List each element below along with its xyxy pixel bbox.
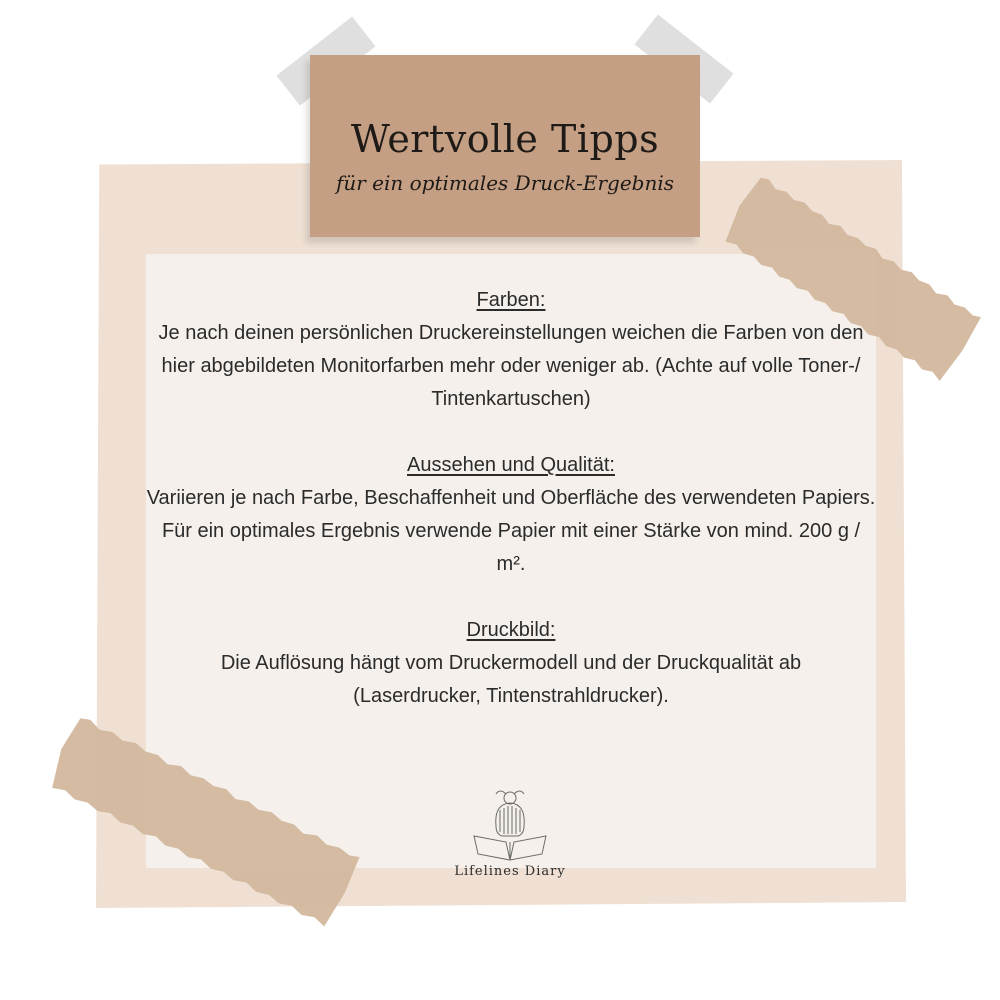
- section-text: Die Auflösung hängt vom Druckermodell und der Druckqualität ab (Laserdrucker, Tintenstrahldrucker).: [220, 652, 802, 707]
- section-farben: [146, 284, 876, 416]
- section-heading: Aussehen und Qualität:: [407, 454, 615, 476]
- tips-content: [146, 284, 876, 746]
- page-subtitle: für ein optimales Druck-Ergebnis: [335, 171, 675, 195]
- section-aussehen: [146, 449, 876, 581]
- section-druckbild: [146, 614, 876, 713]
- brand-name: Lifelines Diary: [454, 864, 566, 879]
- section-heading: Druckbild:: [466, 619, 556, 641]
- title-card: [310, 55, 700, 237]
- girl-reading-icon: [470, 786, 550, 862]
- section-text: Variieren je nach Farbe, Beschaffenheit und Oberfläche des verwendeten Papiers. Für ein optimales Ergebnis verwende Papier mit einer Stärke von mind. 200 g / m².: [146, 487, 876, 575]
- section-text: Je nach deinen persönlichen Druckereinstellungen weichen die Farben von den hier abgebildeten Monitorfarben mehr oder weniger ab. (Achte auf volle Toner-/ Tintenkartuschen): [158, 322, 864, 410]
- brand-logo: [440, 786, 580, 879]
- section-heading: Farben:: [476, 289, 546, 311]
- page-title: Wertvolle Tipps: [350, 117, 660, 161]
